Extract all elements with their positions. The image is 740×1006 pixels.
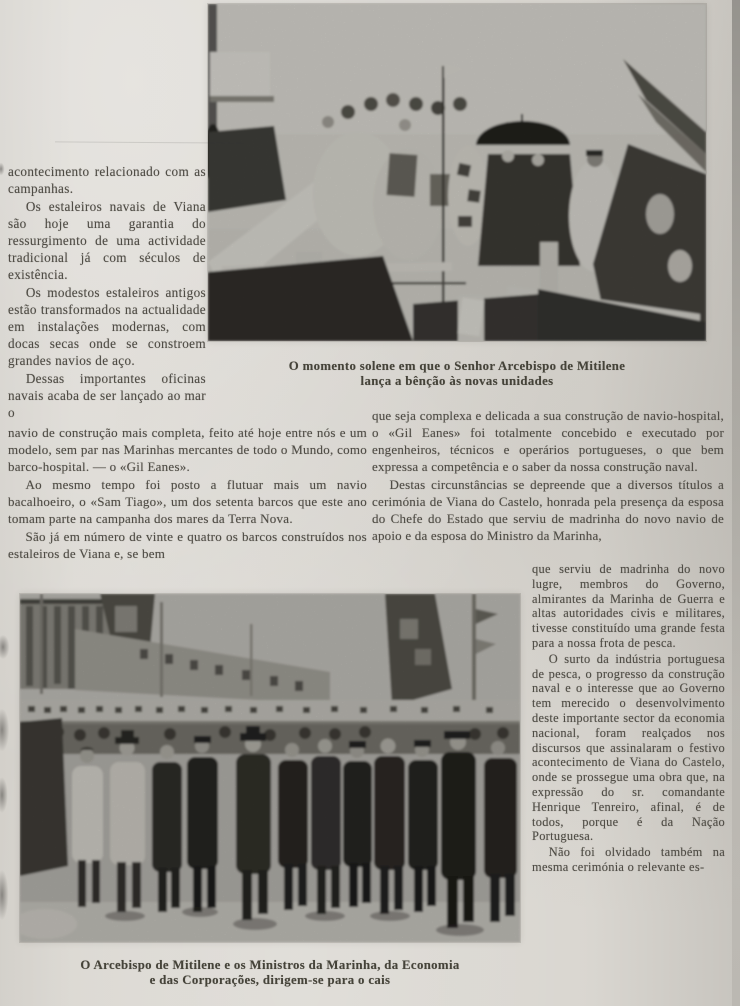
ink-smudge <box>0 770 10 820</box>
paragraph: São já em número de vinte e quatro os barcos construídos nos estaleiros de Viana e, se bem <box>8 529 367 561</box>
paragraph: Os estaleiros navais de Viana são hoje uma garantia do ressurgimento de uma actividade tradicional já com séculos de existência. <box>8 199 206 282</box>
ink-smudge <box>0 160 6 178</box>
page-edge-shadow <box>732 0 740 1006</box>
ink-smudge <box>0 700 12 760</box>
ink-smudge <box>0 860 11 930</box>
left-column-lower-wide <box>8 424 367 592</box>
paragraph: navio de construção mais completa, feito até hoje entre nós e um modelo, sem par nas Marinhas mercantes de todo o Mundo, como barco-hospital. — o «Gil Eanes». <box>8 425 367 474</box>
caption-line: e das Corporações, dirigem-se para o cais <box>149 972 391 987</box>
film-grain-overlay <box>208 4 706 341</box>
caption-line: lança a bênção às novas unidades <box>360 373 554 388</box>
paragraph: Os modestos estaleiros antigos estão transformados na actualidade em instalações modernas, com docas secas onde se constroem grandes navios de aço. <box>8 285 206 368</box>
bottom-photo-procession <box>20 594 520 942</box>
paragraph: Não foi olvidado também na mesma cerimónia o relevante es- <box>532 845 725 874</box>
right-column-upper-wide <box>372 407 724 579</box>
right-column-lower <box>532 562 725 1006</box>
top-photo-blessing-ceremony <box>208 4 706 341</box>
paragraph: Destas circunstâncias se depreende que a diversos títulos a cerimónia de Viana do Castelo, honrada pela presença da esposa do Chefe do Estado que serviu de madrinha do novo navio de apoio e da esposa do Ministro da Marinha, <box>372 477 724 543</box>
paragraph: que seja complexa e delicada a sua construção de navio-hospital, o «Gil Eanes» foi totalmente concebido e executado por engenheiros, técnicos e operários portugueses, o que bem expressa a competência e o saber da nossa construção naval. <box>372 408 724 474</box>
paragraph: Ao mesmo tempo foi posto a flutuar mais um navio bacalhoeiro, o «Sam Tiago», um dos setenta barcos que este ano tomam parte na campanha dos mares da Terra Nova. <box>8 477 367 526</box>
bottom-photo-caption <box>20 958 520 988</box>
film-grain-overlay <box>20 594 520 942</box>
caption-line: O Arcebispo de Mitilene e os Ministros da Marinha, da Economia <box>80 958 460 972</box>
paragraph: acontecimento relacionado com as campanhas. <box>8 164 206 196</box>
paragraph: Dessas importantes oficinas navais acaba de ser lançado ao mar o <box>8 371 206 420</box>
caption-line: O momento solene em que o Senhor Arcebispo de Mitilene <box>288 359 626 373</box>
ink-smudge <box>0 630 12 664</box>
left-column-upper <box>8 163 206 424</box>
paragraph: que serviu de madrinha do novo lugre, membros do Governo, almirantes da Marinha de Guerra e altas autoridades civis e militares, tivesse constituído uma grande festa para a nossa frota de pesca. <box>532 562 725 650</box>
paper-crease <box>55 141 245 143</box>
top-photo-caption <box>208 359 706 389</box>
paragraph: O surto da indústria portuguesa de pesca, o progresso da construção naval e o interesse que ao Governo tem merecido o desenvolvimento deste importante sector da economia nacional, foram realçados nos discursos que assinalaram o festivo acontecimento de Viana do Castelo, onde se prossegue uma obra que, na expressão do sr. comandante Henrique Tenreiro, afinal, é de todos, porque é da Nação Portuguesa. <box>532 651 725 844</box>
